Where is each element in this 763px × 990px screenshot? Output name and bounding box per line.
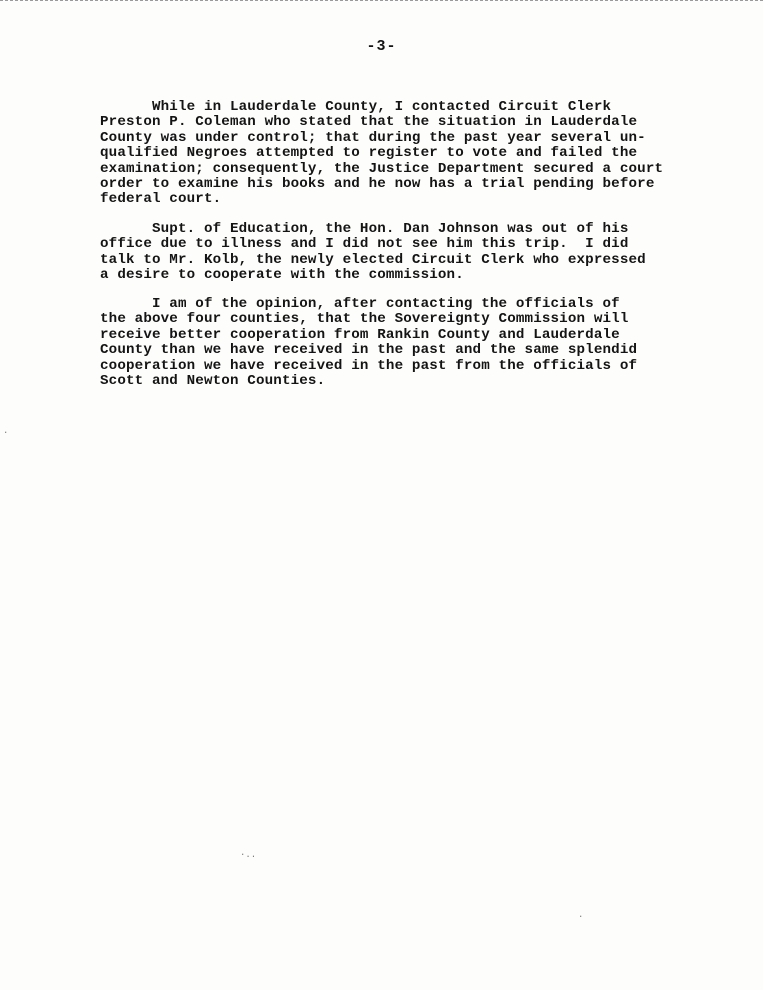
paragraph-superintendent [100,222,646,284]
scan-speck: · [3,428,9,438]
page-top-edge [0,0,763,6]
text-line: a desire to cooperate with the commission. [100,267,464,284]
paragraph-opinion [100,297,637,389]
scan-speck: ·.. [240,850,257,860]
text-line: Scott and Newton Counties. [100,373,326,390]
text-line: federal court. [100,191,222,208]
text-line: office due to illness and I did not see him this trip. I did [100,236,629,253]
paragraph-lauderdale-clerk [100,100,663,208]
text-line: talk to Mr. Kolb, the newly elected Circuit Clerk who expressed [100,251,646,268]
text-line: examination; consequently, the Justice Department secured a court [100,160,664,177]
scan-speck: · [578,912,584,922]
page-number: -3- [366,38,397,55]
text-line: cooperation we have received in the past from the officials of [100,357,638,374]
text-line: the above four counties, that the Sovereignty Commission will [100,311,629,328]
text-line: County than we have received in the past and the same splendid [100,342,638,359]
text-line: qualified Negroes attempted to register to vote and failed the [100,145,638,162]
text-line: I am of the opinion, after contacting the officials of [100,296,620,312]
text-line: Supt. of Education, the Hon. Dan Johnson was out of his [100,221,629,237]
text-line: County was under control; that during the past year several un- [100,129,646,146]
text-line: Preston P. Coleman who stated that the situation in Lauderdale [100,114,638,131]
text-line: order to examine his books and he now has a trial pending before [100,176,655,193]
text-line: receive better cooperation from Rankin County and Lauderdale [100,326,620,343]
text-line: While in Lauderdale County, I contacted Circuit Clerk [100,99,612,115]
